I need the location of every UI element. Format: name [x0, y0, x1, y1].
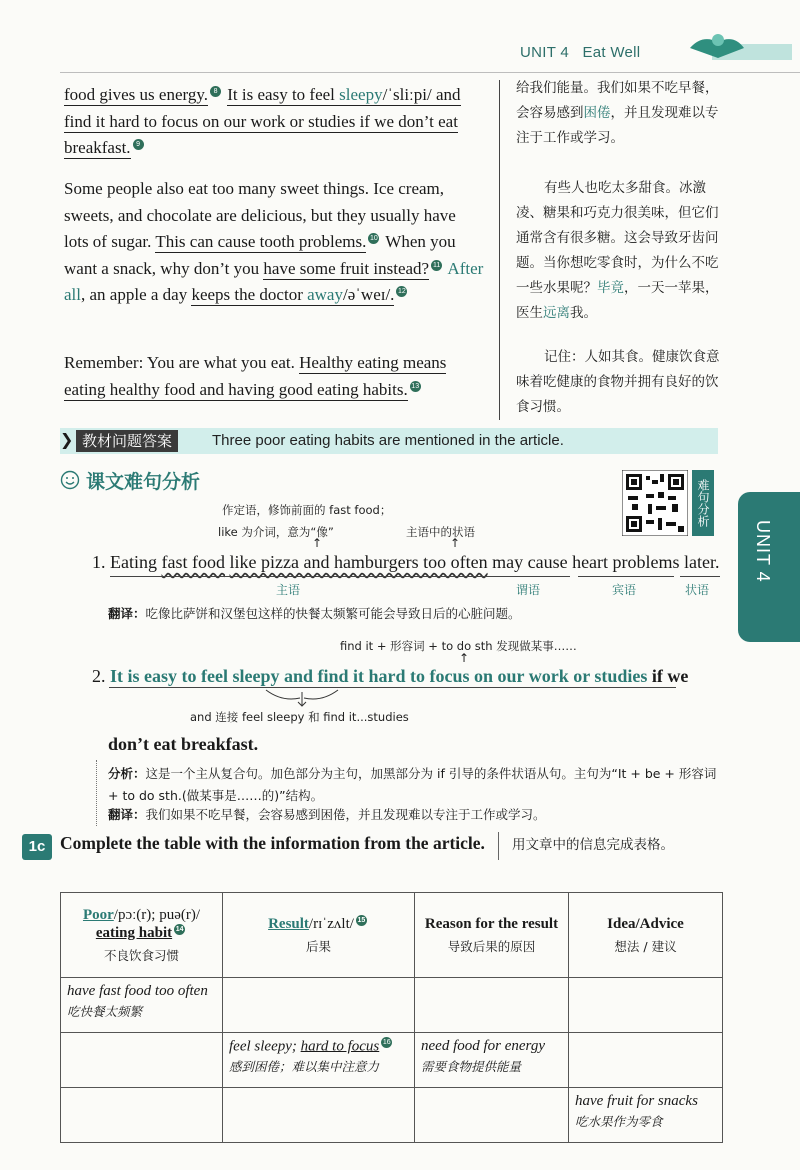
passage-paragraph-1 [64, 82, 484, 162]
text: 吃像比萨饼和汉堡包这样的快餐太频繁可能会导致日后的心脏问题。 [145, 606, 521, 621]
task-divider [498, 832, 499, 860]
text: When you want a snack, why don’t you [64, 232, 456, 278]
text: and [279, 666, 318, 686]
phonetic: /əˈweɪ/. [342, 285, 395, 304]
smile-icon [60, 470, 80, 490]
column-divider [499, 80, 500, 420]
text: 后果 [305, 939, 331, 954]
sentence-12 [191, 285, 394, 306]
label-object: 宾语 [612, 583, 637, 597]
text: 给我们能量。我们如果不吃早餐，会容易感到 [516, 80, 719, 121]
arrow-up-icon: ↑ [312, 536, 323, 550]
text: 导致后果的原因 [447, 938, 536, 954]
table-row [61, 1088, 723, 1143]
vocab-zh: 远离 [543, 305, 570, 321]
table-cell-blank[interactable] [61, 1088, 223, 1143]
note-number-12: 12 [398, 288, 406, 296]
arrow-up-icon: ↑ [450, 536, 461, 550]
translation-s1 [108, 604, 521, 622]
predicate-underline [490, 575, 570, 577]
note-attributive: 作定语，修饰前面的 fast food； [222, 503, 392, 517]
text: eating habit [95, 924, 173, 941]
phonetic: /ˈsliːpi/ [382, 85, 432, 104]
text: Idea/Advice [607, 915, 684, 932]
text: hard to focus [300, 1038, 380, 1055]
table-cell[interactable] [569, 1088, 723, 1143]
answer-label: 教材问题答案 [76, 430, 178, 452]
label-predicate: 谓语 [516, 583, 541, 597]
text: and find it hard to focus on our work or studies if we don’t eat breakfast. [64, 85, 461, 157]
sentence-11: have some fruit instead? [263, 258, 430, 278]
note-number-9: 9 [133, 139, 144, 150]
table-cell-blank[interactable] [223, 1088, 415, 1143]
habit-table [60, 892, 723, 1143]
text: Result [268, 916, 309, 932]
note-number-8: 8 [210, 86, 221, 97]
header-idea-advice [569, 893, 723, 978]
note-like: like 为介词，意为“像” [218, 525, 334, 539]
sentence-number: 1. [92, 552, 106, 572]
translation-s2 [108, 805, 546, 823]
sentence-1 [92, 550, 720, 574]
note-find-it: find it + 形容词 + to do sth 发现做某事…… [340, 639, 577, 653]
text: Poor [82, 906, 114, 923]
text: ，一天一苹果，医生 [516, 280, 719, 321]
note-number-14: 14 [175, 925, 184, 933]
note-adverbial: 主语中的状语 [406, 525, 475, 539]
text: if we [647, 666, 689, 686]
text: 有些人也吃太多甜食。冰激凌、糖果和巧克力很美味，但它们通常含有很多糖。这会导致牙齿问题。当你想吃零食时，为什么不吃一些水果呢？ [516, 180, 719, 296]
translation-2 [516, 176, 731, 326]
text: 记住：人如其食。健康饮食意味着吃健康的食物并拥有良好的饮食习惯。 [516, 349, 720, 415]
note-number-11: 11 [432, 261, 441, 269]
note-number-15: 15 [357, 917, 366, 924]
text: later. [679, 552, 720, 572]
text: ，并且发现难以专注于工作或学习。 [516, 105, 719, 146]
main-clause-underline [109, 686, 676, 688]
arrow-up-icon: ↑ [459, 651, 470, 665]
text: 我。 [570, 305, 597, 321]
text: have fruit for snacks [575, 1093, 698, 1109]
sentence-10: This can cause tooth problems. [155, 232, 367, 251]
table-cell[interactable] [223, 1033, 415, 1088]
translation-3 [516, 345, 731, 420]
text: keeps the doctor [191, 285, 308, 304]
answer-text: Three poor eating habits are mentioned in the article. [212, 432, 564, 449]
text: 吃快餐太频繁 [67, 1004, 143, 1019]
label-subject: 主语 [276, 583, 301, 597]
vocab-zh: 毕竟 [597, 280, 624, 296]
table-cell-blank[interactable] [415, 1088, 569, 1143]
text: 我们如果不吃早餐，会容易感到困倦，并且发现难以专注于工作或学习。 [145, 807, 546, 822]
text: , an apple a day [81, 285, 192, 304]
table-cell-blank[interactable] [61, 1033, 223, 1088]
table-cell-blank[interactable] [569, 978, 723, 1033]
note-and: and 连接 feel sleepy 和 find it...studies [190, 710, 409, 724]
note-number-10: 10 [369, 235, 378, 243]
table-cell-blank[interactable] [569, 1033, 723, 1088]
table-row [61, 1033, 723, 1088]
main-clause: It is easy to feel sleepy [110, 666, 280, 686]
vocab-sleepy: sleepy [339, 85, 383, 104]
text: have fast food too often [67, 983, 208, 999]
trans-label: 翻译： [108, 606, 146, 621]
side-unit-label: UNIT 4 [753, 520, 773, 583]
passage-paragraph-2 [64, 176, 484, 309]
header-reason [415, 893, 569, 978]
unit-label: UNIT 4 [520, 44, 570, 61]
text: pizza and hamburgers [256, 552, 419, 572]
note-number-16: 16 [382, 1039, 391, 1046]
qr-tab-label: 难句分析 [692, 470, 714, 536]
sentence-2 [92, 664, 732, 688]
trans-label: 翻译： [108, 807, 146, 822]
analysis-title: 课文难句分析 [86, 471, 201, 493]
text: like [229, 552, 257, 572]
text: 想法 / 建议 [614, 938, 677, 954]
text: need food for energy [421, 1038, 545, 1054]
table-header-row [61, 893, 723, 978]
text: 需要食物提供能量 [421, 1059, 522, 1074]
table-row [61, 978, 723, 1033]
text: Reason for the result [424, 915, 559, 932]
main-clause: find it hard to focus on our work or studies [317, 666, 648, 686]
vocab-away: away [307, 285, 343, 304]
object-underline [578, 575, 674, 577]
phonetic: /pɔː(r); puə(r)/ [113, 906, 201, 923]
subject-underline [110, 575, 500, 577]
passage-paragraph-3 [64, 350, 484, 403]
table-cell[interactable] [61, 978, 223, 1033]
text: 吃水果作为零食 [575, 1114, 663, 1129]
translation-1 [516, 76, 731, 151]
text: heart problems [572, 552, 680, 572]
task-badge: 1c [22, 834, 52, 860]
text: 不良饮食习惯 [103, 947, 179, 963]
text: 感到困倦；难以集中注意力 [229, 1059, 380, 1075]
sentence-13: Healthy eating means eating healthy food and having good eating habits. [64, 353, 447, 399]
text: too often [418, 552, 488, 572]
header-result [223, 893, 415, 978]
phonetic: /rɪˈzʌlt/ [308, 916, 354, 932]
text: fast food [161, 552, 225, 572]
task-instruction-zh: 用文章中的信息完成表格。 [512, 837, 674, 853]
label-adverbial: 状语 [685, 583, 710, 597]
unit-title: Eat Well [582, 44, 641, 61]
sentence-8: food gives us energy. [64, 85, 209, 104]
table-cell-blank[interactable] [223, 978, 415, 1033]
text: Some people also eat too many sweet things. Ice cream, sweets, and chocolate are delicious, but they usually have lots of sugar. [64, 179, 456, 251]
note-number-13: 13 [411, 382, 420, 390]
vocab-zh: 困倦 [583, 105, 611, 121]
header-divider [60, 72, 800, 73]
task-instruction: Complete the table with the information from the article. [60, 833, 485, 853]
dotted-guide [96, 760, 97, 826]
text: feel sleepy; [229, 1038, 301, 1055]
text: Eating [110, 552, 162, 572]
vocab-after-all: After all [64, 258, 484, 304]
analysis-s2 [108, 763, 724, 807]
table-cell-blank[interactable] [415, 978, 569, 1033]
text: Remember: You are what you eat. [64, 353, 300, 372]
text: 这是一个主从复合句。加色部分为主句，加黑部分为 if 引导的条件状语从句。主句为“It + be + 形容词 + to do sth.(做某事是……的)”结构。 [108, 766, 717, 803]
qr-code-icon[interactable] [622, 470, 688, 536]
sentence-2-cont: don’t eat breakfast. [108, 734, 259, 754]
header-poor-eating-habit [61, 893, 223, 978]
ana-label: 分析： [108, 766, 146, 781]
text: It is easy to feel [227, 85, 340, 104]
table-cell[interactable] [415, 1033, 569, 1088]
book-logo-icon [682, 30, 792, 60]
connector-arrows-icon [262, 688, 342, 708]
adverbial-underline [680, 575, 720, 577]
chevron-right-icon: ❯ [60, 430, 74, 449]
sentence-number: 2. [92, 666, 106, 686]
unit-header [520, 44, 640, 61]
text: may cause [487, 552, 573, 572]
